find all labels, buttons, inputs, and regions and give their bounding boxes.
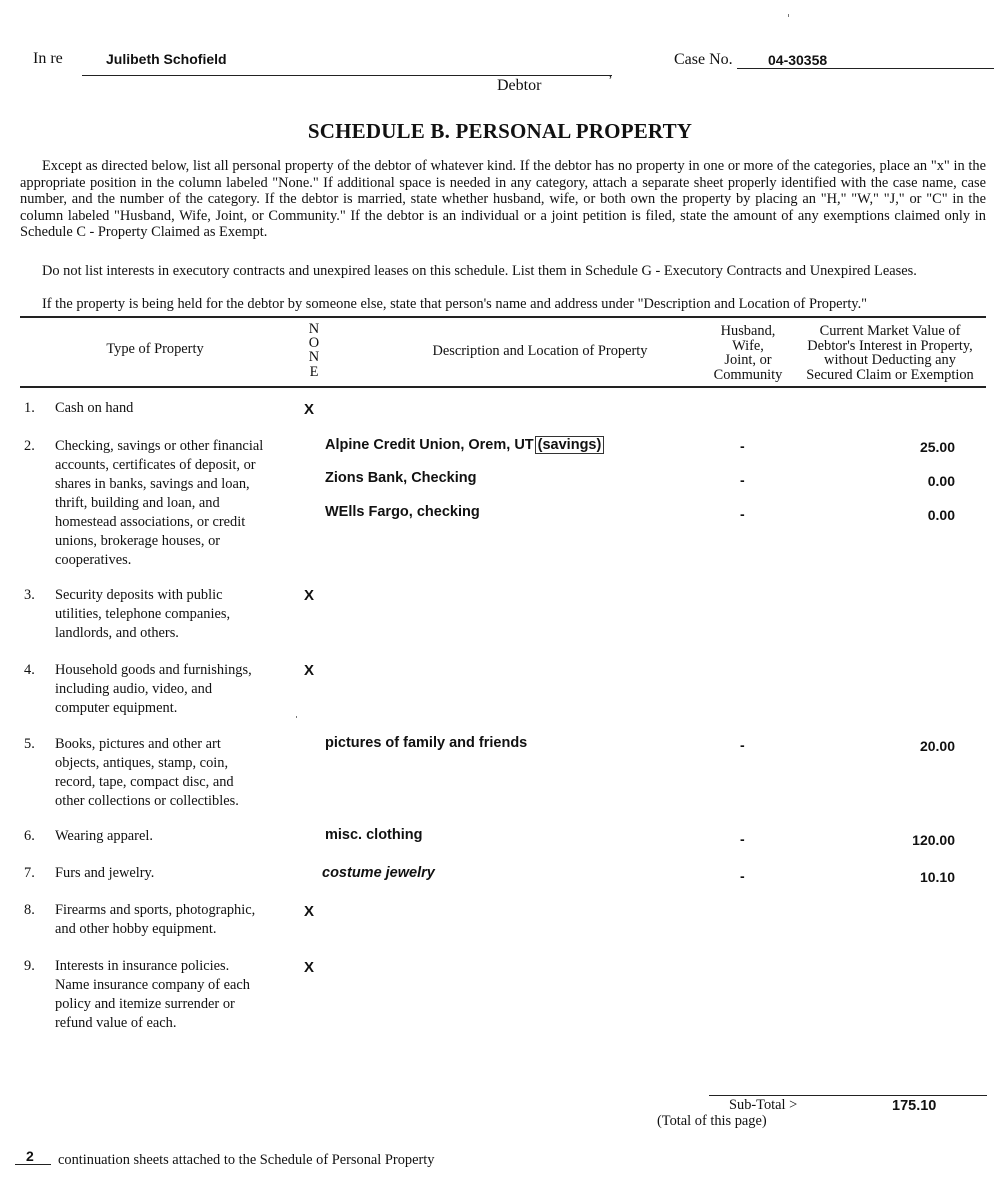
case-number-underline (737, 68, 994, 69)
column-header-line: Debtor's Interest in Property, (807, 337, 973, 354)
scan-artifact (788, 14, 789, 17)
property-type-line: accounts, certificates of deposit, or (55, 457, 256, 473)
continuation-count-underline (15, 1164, 51, 1165)
continuation-sheet-count: 2 (26, 1148, 34, 1164)
instruction-paragraph: Except as directed below, list all personal property of the debtor of whatever kind. If the debtor has no property in one or more of the categories, place an "x" in the appropriate position in the column labeled "None." If additional space is needed in any category, attach a separate sheet properly identified with the case name, case number, and the number of the category. If the debtor is married, state whether husband, wife, or both own the property by placing an "H," "W," "J," or "C" in the column labeled "Husband, Wife, Joint, or Community." If the debtor is an individual or a joint petition is filed, state the amount of any exemptions claimed only in Schedule C - Property Claimed as Exempt. (20, 158, 986, 240)
market-value: 10.10 (919, 869, 955, 885)
property-type-line: thrift, building and loan, and (55, 495, 220, 511)
table-header-top-rule (20, 316, 986, 318)
none-mark: X (304, 959, 315, 976)
market-value: 0.00 (927, 473, 955, 489)
property-type-line: Checking, savings or other financial (55, 438, 264, 454)
market-value: 0.00 (927, 507, 955, 523)
ownership-code: - (740, 472, 745, 488)
property-type-line: refund value of each. (55, 1015, 177, 1031)
property-type-line: shares in banks, savings and loan, (55, 476, 250, 492)
scan-artifact (296, 716, 297, 718)
property-type (55, 864, 295, 883)
subtotal-value: 175.10 (892, 1098, 937, 1114)
column-header-husband-wife-joint-community (706, 324, 790, 382)
ownership-code: - (740, 868, 745, 884)
property-type-line: Furs and jewelry. (55, 865, 155, 881)
column-header-none-letter: N (308, 321, 320, 337)
ownership-code: - (740, 438, 745, 454)
property-type-line: Interests in insurance policies. (55, 958, 230, 974)
property-type-line: and other hobby equipment. (55, 921, 217, 937)
property-description: WElls Fargo, checking (325, 504, 480, 520)
row-number: 6. (24, 828, 35, 844)
property-description-text: Alpine Credit Union, Orem, UT (325, 437, 534, 453)
row-number: 4. (24, 662, 35, 678)
column-header-description: Description and Location of Property (432, 343, 648, 359)
none-mark: X (304, 401, 315, 418)
column-header-market-value (792, 324, 988, 382)
none-mark: X (304, 903, 315, 920)
property-description: costume jewelry (322, 865, 435, 881)
market-value: 20.00 (919, 738, 955, 754)
debtor-line-comma: , (609, 66, 612, 80)
column-header-line: Husband, (720, 323, 776, 339)
property-type (55, 957, 295, 1033)
continuation-text: continuation sheets attached to the Schedule of Personal Property (58, 1152, 435, 1168)
property-type-line: Firearms and sports, photographic, (55, 902, 256, 918)
property-type (55, 399, 295, 418)
row-number: 2. (24, 438, 35, 454)
none-mark: X (304, 662, 315, 679)
ownership-code: - (740, 506, 745, 522)
property-type-line: utilities, telephone companies, (55, 606, 231, 622)
property-type-line: Household goods and furnishings, (55, 662, 252, 678)
column-header-line: Community (713, 366, 783, 383)
property-type-line: computer equipment. (55, 700, 178, 716)
property-type-line: homestead associations, or credit (55, 514, 246, 530)
column-header-line: Joint, or (724, 352, 772, 368)
column-header-line: Wife, (732, 337, 764, 354)
instruction-paragraph: Do not list interests in executory contracts and unexpired leases on this schedule. List them in Schedule G - Executory Contracts and Unexpired Leases. (42, 263, 917, 279)
row-number: 3. (24, 587, 35, 603)
property-type (55, 437, 295, 570)
property-type-line: Books, pictures and other art (55, 736, 221, 752)
property-description (325, 436, 604, 454)
instruction-paragraph: If the property is being held for the debtor by someone else, state that person's name and address under "Description and Location of Property." (42, 296, 868, 312)
subtotal-label: Sub-Total > (729, 1097, 798, 1113)
column-header-none (304, 322, 324, 379)
property-type-line: landlords, and others. (55, 625, 179, 641)
property-type (55, 901, 295, 939)
property-description: Zions Bank, Checking (325, 470, 477, 486)
column-header-type: Type of Property (106, 341, 204, 357)
ownership-code: - (740, 831, 745, 847)
market-value: 120.00 (912, 832, 955, 848)
debtor-name: Julibeth Schofield (106, 51, 227, 67)
table-header-bottom-rule (20, 386, 986, 388)
row-number: 8. (24, 902, 35, 918)
property-type-line: cooperatives. (55, 552, 132, 568)
column-header-none-letter: N (308, 349, 320, 366)
debtor-name-underline (82, 75, 612, 76)
market-value: 25.00 (919, 439, 955, 455)
property-type-line: record, tape, compact disc, and (55, 774, 234, 790)
property-type (55, 827, 295, 846)
subtotal-note: (Total of this page) (657, 1113, 767, 1129)
property-description: pictures of family and friends (325, 735, 528, 751)
none-mark: X (304, 587, 315, 604)
column-header-line: Current Market Value of (819, 323, 961, 339)
property-type-line: including audio, video, and (55, 681, 213, 697)
in-re-label: In re (33, 50, 63, 67)
property-type-line: policy and itemize surrender or (55, 996, 235, 1012)
subtotal-rule (709, 1095, 987, 1096)
case-number-label: Case No. (674, 51, 733, 68)
property-type-line: Wearing apparel. (55, 828, 153, 844)
property-type (55, 735, 295, 811)
handwritten-annotation-box: (savings) (535, 436, 605, 454)
case-number: 04-30358 (768, 52, 828, 68)
schedule-title: SCHEDULE B. PERSONAL PROPERTY (307, 119, 693, 143)
column-header-line: Secured Claim or Exemption (806, 366, 974, 383)
property-type (55, 661, 295, 718)
property-type-line: Security deposits with public (55, 587, 223, 603)
row-number: 7. (24, 865, 35, 881)
property-type-line: unions, brokerage houses, or (55, 533, 221, 549)
debtor-label: Debtor (497, 77, 542, 94)
column-header-line: without Deducting any (824, 352, 956, 368)
property-type-line: Name insurance company of each (55, 977, 250, 993)
property-type-line: Cash on hand (55, 400, 134, 416)
ownership-code: - (740, 737, 745, 753)
row-number: 1. (24, 400, 35, 416)
row-number: 5. (24, 736, 35, 752)
property-type (55, 586, 295, 643)
row-number: 9. (24, 958, 35, 974)
column-header-none-letter: E (309, 363, 319, 380)
column-header-none-letter: O (308, 335, 320, 352)
property-type-line: objects, antiques, stamp, coin, (55, 755, 229, 771)
property-type-line: other collections or collectibles. (55, 793, 239, 809)
property-description: misc. clothing (325, 827, 423, 843)
